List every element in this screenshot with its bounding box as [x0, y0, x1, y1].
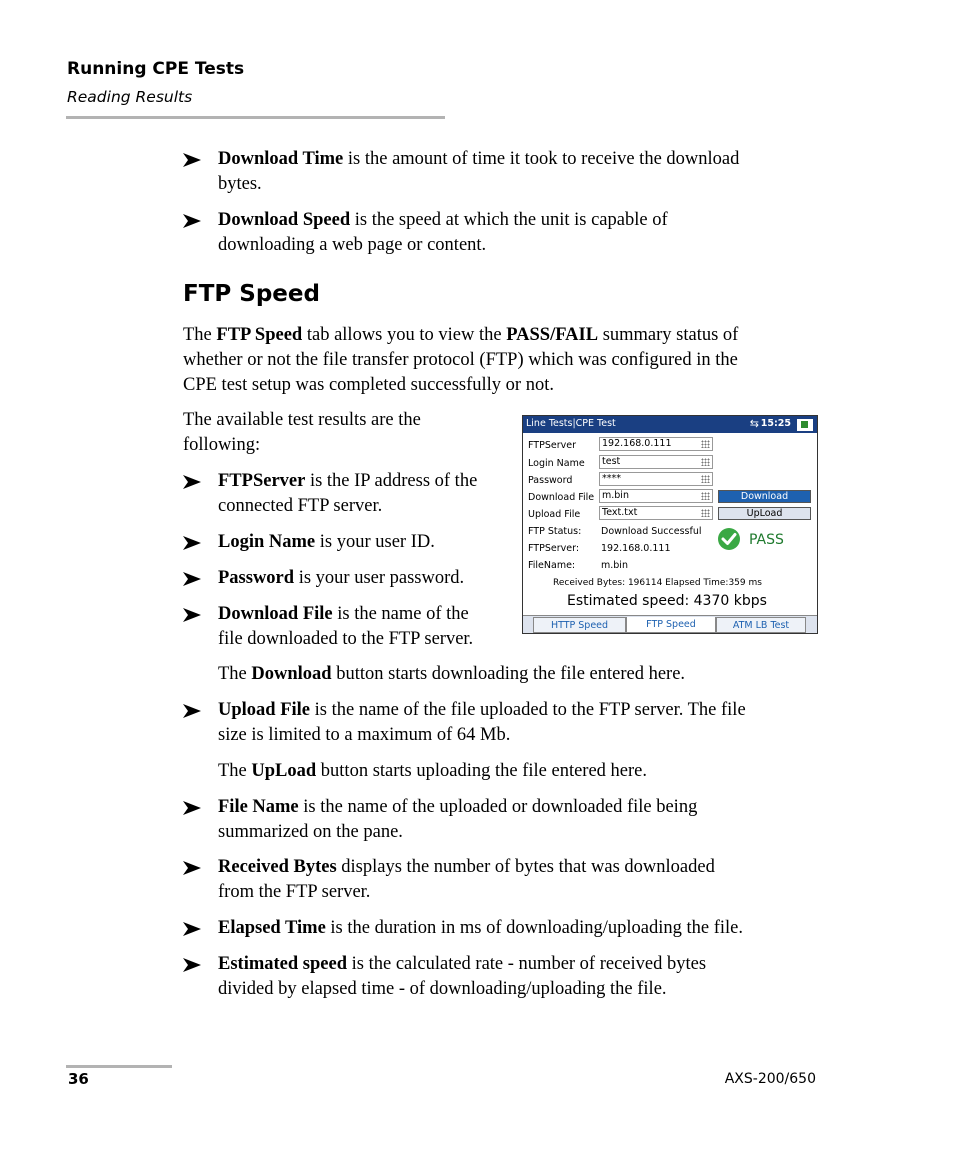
bullet-term: Download Speed [218, 210, 351, 230]
ftpserver-label: FTPServer [528, 440, 576, 451]
bullet-estimated-speed [183, 952, 823, 1002]
section-title: Running CPE Tests [67, 59, 245, 79]
bullet-arrow-icon [183, 958, 201, 972]
bullet-term: Login Name [218, 532, 316, 552]
tab-ftp-speed[interactable]: FTP Speed [626, 617, 716, 633]
bullet-arrow-icon [183, 608, 201, 622]
intro-text: summary status of [598, 325, 739, 345]
bullet-arrow-icon [183, 475, 201, 489]
tab-atm-lb-test[interactable]: ATM LB Test [716, 617, 806, 633]
bullet-term: Download File [218, 604, 333, 624]
device-titlebar [523, 416, 817, 433]
keypad-icon[interactable] [701, 440, 710, 448]
received-elapsed: Received Bytes: 196114 Elapsed Time:359 ms [553, 578, 762, 588]
ftp-server-result-label: FTPServer: [528, 543, 580, 554]
bullet-text: is the amount of time it took to receive the download [343, 149, 740, 169]
login-value: test [602, 456, 621, 467]
estimated-speed: Estimated speed: 4370 kbps [567, 593, 767, 609]
upload-note [218, 759, 818, 784]
keypad-icon[interactable] [701, 492, 710, 500]
bullet-arrow-icon [183, 922, 201, 936]
bullet-download-speed [183, 208, 823, 258]
download-file-label: Download File [528, 492, 595, 503]
available-paragraph [183, 408, 503, 458]
device-tab-bar [523, 615, 817, 634]
intro-bold: PASS/FAIL [506, 325, 599, 345]
bullet-received-bytes [183, 855, 823, 905]
sync-icon: ⇆ [749, 417, 759, 430]
password-value: **** [602, 473, 621, 484]
available-text: The available test results are the [183, 410, 421, 430]
filename-label: FileName: [528, 560, 576, 571]
bullet-term: FTPServer [218, 471, 306, 491]
intro-text: tab allows you to view the [302, 325, 507, 345]
ftpserver-value: 192.168.0.111 [602, 438, 672, 449]
bullet-term: Download Time [218, 149, 344, 169]
keypad-icon[interactable] [701, 475, 710, 483]
bullet-text-cont: file downloaded to the FTP server. [218, 629, 474, 649]
device-title: Line Tests|CPE Test [526, 418, 616, 429]
bullet-text-cont: from the FTP server. [218, 882, 371, 902]
bullet-text-cont: connected FTP server. [218, 496, 383, 516]
bullet-login-name [183, 530, 513, 555]
bullet-term: Elapsed Time [218, 918, 326, 938]
intro-text: CPE test setup was completed successfully or not. [183, 375, 554, 395]
password-field[interactable] [599, 472, 713, 486]
subsection-title: Reading Results [67, 88, 193, 106]
download-file-value: m.bin [602, 490, 629, 501]
download-file-field[interactable] [599, 489, 713, 503]
bullet-text: is the name of the [332, 604, 469, 624]
bullet-file-name [183, 795, 823, 845]
note-text: button starts uploading the file entered here. [316, 761, 648, 781]
note-text: button starts downloading the file entered here. [331, 664, 686, 684]
available-text: following: [183, 435, 261, 455]
bullet-download-time [183, 147, 823, 197]
download-button[interactable]: Download [718, 490, 811, 503]
keypad-icon[interactable] [701, 458, 710, 466]
upload-file-label: Upload File [528, 509, 581, 520]
note-text: The [218, 761, 252, 781]
login-label: Login Name [528, 458, 585, 469]
bullet-text: is the calculated rate - number of received bytes [347, 954, 707, 974]
device-screenshot [522, 415, 818, 634]
ftp-status-label: FTP Status: [528, 526, 582, 537]
bullet-text: is the speed at which the unit is capable of [350, 210, 668, 230]
bullet-term: Received Bytes [218, 857, 337, 877]
product-model: AXS-200/650 [724, 1071, 816, 1087]
check-icon [718, 528, 740, 550]
bullet-arrow-icon [183, 704, 201, 718]
bullet-arrow-icon [183, 861, 201, 875]
bullet-text-cont: divided by elapsed time - of downloading/uploading the file. [218, 979, 667, 999]
bullet-arrow-icon [183, 572, 201, 586]
bullet-arrow-icon [183, 153, 201, 167]
download-note [218, 662, 818, 687]
bullet-text: displays the number of bytes that was downloaded [336, 857, 715, 877]
bullet-text-cont: bytes. [218, 174, 262, 194]
bullet-text-cont: downloading a web page or content. [218, 235, 487, 255]
intro-text: The [183, 325, 217, 345]
note-bold: Download [251, 664, 332, 684]
ftpserver-field[interactable] [599, 437, 713, 451]
battery-icon [797, 419, 813, 431]
upload-file-field[interactable] [599, 506, 713, 520]
note-bold: UpLoad [251, 761, 317, 781]
bullet-text-cont: size is limited to a maximum of 64 Mb. [218, 725, 511, 745]
intro-bold: FTP Speed [216, 325, 303, 345]
login-field[interactable] [599, 455, 713, 469]
bullet-arrow-icon [183, 214, 201, 228]
bullet-term: File Name [218, 797, 299, 817]
pass-indicator [718, 528, 813, 554]
bullet-text: is your user ID. [315, 532, 435, 552]
tab-http-speed[interactable]: HTTP Speed [533, 617, 626, 633]
bullet-term: Password [218, 568, 295, 588]
page-number: 36 [68, 1070, 89, 1088]
password-label: Password [528, 475, 573, 486]
bullet-text: is the name of the uploaded or downloaded file being [298, 797, 698, 817]
intro-text: whether or not the file transfer protocol (FTP) which was configured in the [183, 350, 738, 370]
ftp-status-value: Download Successful [601, 526, 702, 537]
bullet-elapsed-time [183, 916, 843, 941]
bullet-arrow-icon [183, 801, 201, 815]
bullet-text: is the IP address of the [305, 471, 478, 491]
bullet-upload-file [183, 698, 823, 748]
pass-text: PASS [749, 532, 784, 548]
bullet-term: Estimated speed [218, 954, 347, 974]
ftp-server-result-value: 192.168.0.111 [601, 543, 671, 554]
upload-file-value: Text.txt [602, 507, 638, 518]
bullet-download-file [183, 602, 513, 652]
bullet-text-cont: summarized on the pane. [218, 822, 403, 842]
bullet-text: is your user password. [294, 568, 465, 588]
heading-ftp-speed: FTP Speed [183, 281, 320, 307]
bullet-ftpserver [183, 469, 513, 519]
header-divider [66, 116, 445, 119]
bullet-term: Upload File [218, 700, 310, 720]
device-clock: 15:25 [760, 418, 791, 429]
bullet-text: is the duration in ms of downloading/uploading the file. [325, 918, 743, 938]
bullet-password [183, 566, 513, 591]
footer-divider [66, 1065, 172, 1068]
filename-value: m.bin [601, 560, 628, 571]
intro-paragraph [183, 323, 823, 398]
bullet-arrow-icon [183, 536, 201, 550]
upload-button[interactable]: UpLoad [718, 507, 811, 520]
keypad-icon[interactable] [701, 509, 710, 517]
note-text: The [218, 664, 252, 684]
bullet-text: is the name of the file uploaded to the FTP server. The file [310, 700, 746, 720]
